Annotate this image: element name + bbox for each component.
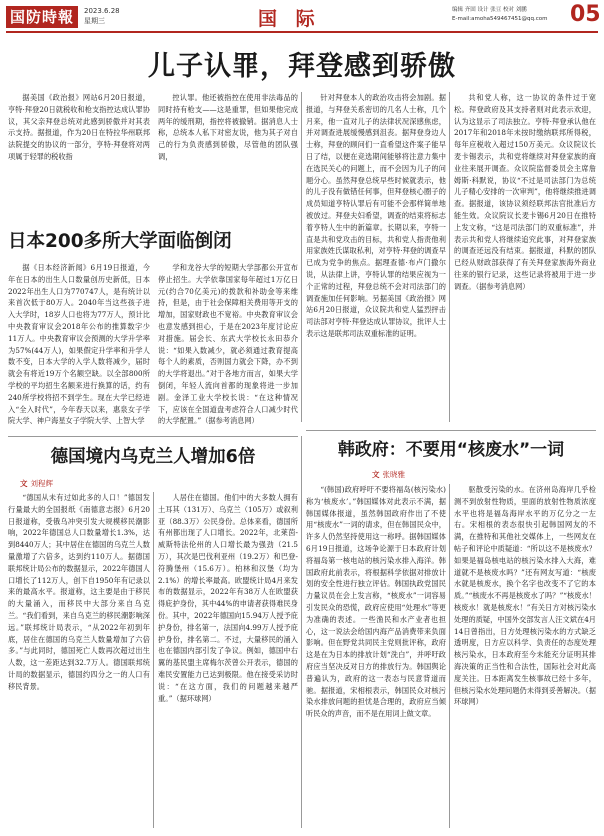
top-article-text-4: 共和党人称，这一协议的条件过于宽松。拜登政府及其支持者则对此表示欢迎，认为这显示了司法独立。亨特·拜登承认他在2017年和2018年未按时缴纳联邦所得税，每年应税收入超过150万美元。众议院议长麦卡锡表示，共和党将继续对拜登家族的商业往来展开调查。众议院监督委员会主席詹姆斯·科默说，协议“不过是司法部门为总统儿子精心安排的一次审判”，他将继续推进调查。据报道，该协议须经联邦法官批准后方能生效。众议院议长麦卡锡6月20日在推特上发文称，“这是司法部门的双重标准”，并表示共和党人将继续追究此事，对拜登家族的调查还远没有结束。据报道，科默的团队已经从财政部获得了有关拜登家族海外商业往来的银行记录，这些记录将被用于进一步调查。（据参考消息网） xyxy=(454,93,596,291)
byline-author: 张晓雅 xyxy=(382,470,405,479)
section-title: 国 际 xyxy=(258,8,321,30)
section-divider xyxy=(8,436,298,437)
top-article-text-3: 针对拜登本人的政治攻击将会加剧。据报道，与拜登关系密切的几名人士称，几个月来，他一直对儿子的法律状况深感焦虑，并对调查进展缓慢感到沮丧。据拜登身边人士称，拜登的顾问们一直希望这件案子能早日了结，以便在竞选期间能够将注意力集中在选民关心的问题上，而不会因为儿子的问题分心。虽然拜登总统早些时候就表示，他的儿子没有做错任何事，但拜登核心圈子的成员知道亨特认罪后有可能不会那样简单地被放过。拜登夫妇希望，调查的结束将标志着亨特人生中的新篇章。长期以来，亨特一直是共和党攻击的目标，共和党人指责他利用家族姓氏谋取私利，对亨特·拜登的调查早已成为党争的焦点。据理查德·布卢门撒尔说，从法律上讲，亨特认罪的结果应视为一个正常的过程，拜登总统不会对司法部门的调查施加任何影响。另据美国《政治报》网站6月20日报道，众议院共和党人猛烈抨击司法部对亨特·拜登达成认罪协议，批评人士表示这是联邦司法双重标准的证明。 xyxy=(306,93,446,338)
japan-article-col-2 xyxy=(158,262,298,430)
headline-korea: 韩政府：不要用“核废水”一词 xyxy=(337,440,565,460)
editor-credits xyxy=(452,6,568,24)
headline-germany: 德国境内乌克兰人增加6倍 xyxy=(50,447,256,467)
date-text: 2023.6.28 xyxy=(84,7,120,15)
header-rule xyxy=(6,31,598,33)
germany-article-text-1: “德国从未有过如此多的人口！”德国发行量最大的全国报纸《南德意志报》6月20日报道称，受俄乌冲突引发大规模移民潮影响，2022年德国总人口数量增长1.3%，达到8440万人；其中居住在德国的乌克兰人数量激增了六倍多，达到约110万人。据德国联邦统计局公布的数据显示，2022年德国人口增长了112万人，创下自1950年有记录以来的最高水平。报道称，这主要是由于移民的大量涌入，而移民中大部分来自乌克兰。“我们看到，来自乌克兰的移民潮影响深远。”联邦统计局表示，“从2022年初到年底，居住在德国的乌克兰人数量增加了六倍多。”与此同时，德国死亡人数再次超过出生人数，这一差距达到32.7万人。德国联邦统计局的数据显示，德国约四分之一的人口有移民背景。 xyxy=(8,493,150,691)
column-divider xyxy=(449,92,450,422)
top-article-col-2 xyxy=(158,92,298,220)
page-number: 05 xyxy=(570,2,601,27)
section-divider xyxy=(306,430,596,431)
column-divider xyxy=(449,484,450,828)
germany-article-col-2 xyxy=(158,492,298,828)
contact-email: E-mail:amoha549467451@qq.com xyxy=(452,16,548,22)
top-article-text-2: 控认罪。他还被指控在使用非法毒品的同时持有枪支——这是重罪，但如果他完成两年的缓刑期，指控将被撤销。据消息人士称，总统本人私下对密友说，他为其子对自己的行为负责感到骄傲，尽管他的团队强调， xyxy=(158,93,298,161)
headline-japan: 日本200多所大学面临倒闭 xyxy=(8,231,232,252)
issue-date xyxy=(84,6,120,26)
editor-names: 编辑 齐固 设计 张豆 校对 刘鹏 xyxy=(452,7,527,13)
korea-article-text-2: 驱散受污染的水。在济州岛海岸几乎检测不到放射性物质，里面的放射性物质浓度水平也将是福岛海岸水平的万亿分之一左右。宋相根的表态很快引起韩国网友的不满，在推特和其他社交媒体上，一些网友在帖子和评论中质疑道：“所以这不是核废水？如果是福岛核电站的核污染水排入大海，难道就不是核废水吗？”还有网友写道：“核废水就是核废水，换个名字也改变不了它的本质。”“核废水不再是核废水了吗？”“核废水！核废水！就是核废水！”有关日方对核污染水处理的质疑，中国外交部发言人汪文斌在4月14日曾指出，日方处理核污染水的方式缺乏透明度，日方应以科学、负责任的态度处理核污染水，日本政府至今未能充分证明其排海决策的正当性和合法性，国际社会对此高度关注。日本距离发生核事故已经十多年，但核污染水处理问题仍未得到妥善解决。（据环球网） xyxy=(454,485,596,707)
germany-byline xyxy=(20,478,53,489)
japan-article-col-1 xyxy=(8,262,150,430)
top-article-text-1: 据美国《政治报》网站6月20日报道，亨特·拜登20日就税收和枪支指控达成认罪协议，其父亲拜登总统对此感到骄傲并对其表示支持。据报道，作为20日在特拉华州联邦法院提交的协议的一部分，亨特·拜登将对两项属于轻罪的税收指 xyxy=(8,93,150,161)
japan-article-text-1: 据《日本经济新闻》6月19日报道，今年在日本的出生人口数量创历史新低，日本2022年出生人口为770747人，是有统计以来首次低于80万人。2040年当这些孩子进入大学时，18岁人口也将为77万人，预计比中央教育审议会2018年公布的推算数字少11万人。中央教育审议会预测的大学升学率为57%(44万人)，如果假定升学率和升学人数不变，日本大学的入学人数将减少，届时就会有将近19万个名额空缺。以全部800所学校的平均招生名额来进行换算的话，约有240所学校将招不到学生。现在大学已经进入“全入时代”，今年春天以来，惠泉女子学院大学、神户海星女子学院大学、上智大学 xyxy=(8,263,150,426)
korea-article-col-2 xyxy=(454,484,596,828)
weekday-text: 星期三 xyxy=(84,17,105,25)
column-divider xyxy=(153,492,154,828)
headline-top: 儿子认罪，拜登感到骄傲 xyxy=(148,51,456,82)
korea-byline xyxy=(372,469,405,480)
byline-author: 刘程辉 xyxy=(30,479,53,488)
column-divider xyxy=(301,436,302,828)
top-article-col-3 xyxy=(306,92,446,422)
korea-article-text-1: “(韩国)政府呼吁不要将福岛(核污染水)称为‘核废水’。”韩国媒体对此表示不满，据韩国媒体报道，虽然韩国政府作出了不使用“核废水”一词的请求，但在韩国民众中，许多人仍然坚持使用这一称呼。据韩国媒体6月19日报道，这场争论源于日本政府计划将福岛第一核电站的核污染水排入海洋。韩国政府此前表示，将根据科学依据对排放计划的安全性进行独立评估。韩国执政党国民力量议员在会上发言称，“核废水”一词容易引发民众的恐慌，政府应使用“处理水”等更为准确的表述。一些渔民和水产业者也担心，这一说法会给国内海产品消费带来负面影响。但在野党共同民主党则批评称，政府这是在为日本的排放计划“洗白”，并呼吁政府应当坚决反对日方的排放行为。韩国舆论普遍认为，政府的这一表态与民意背道而驰。据报道，宋相根表示，韩国民众对核污染水排放问题的担忧是合理的，政府应当倾听民众的声音，而不是在用词上做文章。 xyxy=(306,485,446,719)
germany-article-text-2: 人居住在德国。他们中的大多数人拥有土耳其（131万）、乌克兰（105万）或叙利亚（88.3万）公民身份。总体来看，德国所有州都出现了人口增长。2022年，北莱茵-威斯特法伦州的人口增长最为强劲（21.5万），其次是巴伐利亚州（19.2万）和巴登-符腾堡州（15.6万）。柏林和汉堡（均为2.1%）的增长率最高。欧盟统计局4月来发布的数据显示，2022年有38万人在欧盟获得庇护身份，其中44%的申请者获得难民身份。其中，2022年德国向15.94万人授予庇护身份，排名第一，法国向4.99万人授予庇护身份，排名第二。不过，大量移民的涌入也在德国内部引发了争议。例如，德国中右翼的基民盟主席梅尔茨曾公开表示，德国的难民安置能力已达到极限。他在接受采访时说：“在这方面，我们的问题越来越严重。”（据环球网） xyxy=(158,493,298,703)
top-article-col-1 xyxy=(8,92,150,220)
byline-label: 文 xyxy=(372,470,380,479)
top-article-col-4 xyxy=(454,92,596,422)
germany-article-col-1 xyxy=(8,492,150,828)
korea-article-col-1 xyxy=(306,484,446,828)
masthead-logo: 国防時報 xyxy=(6,6,78,28)
column-divider xyxy=(301,92,302,422)
byline-label: 文 xyxy=(20,479,28,488)
japan-article-text-2: 学和龙谷大学的短期大学部都公开宣布停止招生。大学依靠国家每年超过1万亿日元(约合70亿美元)的拨款和补助金等来维持，但是，由于社会保障相关费用等开支的增加，国家财政也不宽裕。中央教育审议会也意发感到担心，于是在2023年度讨论应对措施。届会长、东武大学校长永田恭介说：“如果入数减少，就必须通过教育提高每个人的素质，否则国力就会下降，办不到的大学将退出。”对于各地方而言，如果大学倒闭，年轻人流向首都的现象将进一步加剧。金泽工业大学校长说：“在这种情况下，应该在全国道盘考虑符合人口减少时代的大学配置。”（据参考消息网） xyxy=(158,263,298,426)
